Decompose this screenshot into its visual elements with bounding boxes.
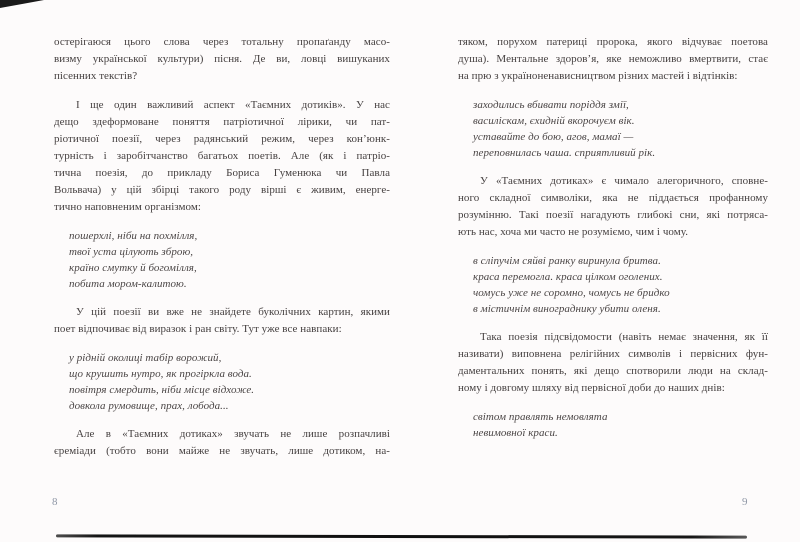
text-line: поет відпочиває від виразок і ран світу. Тут уже все навпаки: (54, 323, 342, 335)
text-line: ного складної символіки, яка не піддається профанному (458, 192, 768, 204)
scan-corner-artifact (0, 0, 44, 8)
paragraph (458, 34, 768, 85)
poem-line: в містичнім винограднику убити оленя. (473, 303, 661, 315)
poem-line: краса перемогла. краса цілком оголених. (473, 271, 663, 283)
paragraph (458, 173, 768, 241)
poem-line: невимовної краси. (473, 427, 558, 439)
text-line: турність і заробітчанство багатьох поетів. Але (як і патріо- (54, 150, 390, 162)
text-line: ріотичної поезії, через радянський режим, через кон’юнк- (54, 133, 390, 145)
text-line: визму української культури) пісня. Де ви, ловці вишуканих (54, 53, 390, 65)
text-line: Вольвача) у цій збірці такого роду вірші є живим, енерге- (54, 184, 390, 196)
text-line: даментальних понять, які дещо спотворили люди на склад- (458, 365, 768, 377)
poem-stanza (458, 253, 768, 317)
text-line: розумінню. Такі поезії нагадують глибокі сни, які потряса- (458, 209, 768, 221)
poem-line: пошерхлі, ніби на похмілля, (69, 230, 198, 242)
text-line: тяком, порухом патериці пророка, якого відчуває поетова (458, 36, 768, 48)
poem-line: василіскам, єхидній вкорочуєм вік. (473, 115, 635, 127)
text-line: тична поезія, до прикладу Бориса Гуменюка чи Павла (54, 167, 390, 179)
paragraph (54, 304, 390, 338)
poem-line: побита мором-калитою. (69, 278, 187, 290)
poem-stanza (458, 97, 768, 161)
text-line: ному і довгому шляху від первісної доби до наших днів: (458, 382, 725, 394)
text-line: У цій поезії ви вже не знайдете буколічних картин, якими (76, 306, 390, 318)
poem-line: уставайте до бою, агов, мамаї — (473, 131, 634, 143)
page-number-right: 9 (742, 496, 748, 508)
page-number-left: 8 (52, 496, 58, 508)
text-line: Така поезія підсвідомости (навіть немає значення, як її (480, 331, 768, 343)
paragraph (458, 329, 768, 397)
text-line: на прю з україноненависництвом різних мастей і відтінків: (458, 70, 738, 82)
poem-line: світом правлять немовлята (473, 411, 608, 423)
poem-stanza (458, 409, 768, 441)
poem-line: у рідній околиці табір ворожий, (69, 352, 222, 364)
poem-line: в сліпучім сяйві ранку виринула бритва. (473, 255, 661, 267)
scan-bottom-edge-line (56, 534, 747, 538)
text-line: тично наповненим організмом: (54, 201, 202, 213)
paragraph (54, 97, 390, 216)
poem-line: повітря смердить, ніби місце відхоже. (69, 384, 255, 396)
page-left-text-column (54, 34, 390, 460)
poem-line: чомусь уже не соромно, чомусь не бридко (473, 287, 670, 299)
text-line: називати) виповнена релігійних символів і первісних фун- (458, 348, 768, 360)
text-line: дещо здеформоване поняття патріотичної лірики, чи пат- (54, 116, 390, 128)
text-line: У «Таємних дотиках» є чимало алегоричного, сповне- (480, 175, 768, 187)
poem-line: твої уста цілують зброю, (69, 246, 194, 258)
text-line: Але в «Таємних дотиках» звучать не лише розпачливі (76, 428, 390, 440)
text-line: І ще один важливий аспект «Таємних дотиків». У нас (76, 99, 390, 111)
poem-stanza (54, 228, 390, 292)
poem-stanza (54, 350, 390, 414)
poem-line: країно смутку й богомілля, (69, 262, 197, 274)
poem-line: довкола румовище, прах, лобода... (69, 400, 229, 412)
paragraph (54, 34, 390, 85)
poem-line: переповнилась чаша. сприятливий рік. (473, 147, 656, 159)
paragraph (54, 426, 390, 460)
text-line: душа). Ментальне здоров’я, яке неможливо вмертвити, стає (458, 53, 768, 65)
text-line: єреміади (тобто вони майже не звучать, лише дотиком, на- (54, 445, 390, 457)
text-line: ють нас, хоча ми часто не розуміємо, чим і чому. (458, 226, 689, 238)
page-right-text-column (458, 34, 768, 441)
text-line: пісенних текстів? (54, 70, 138, 82)
poem-line: заходились вбивати поріддя змії, (473, 99, 629, 111)
text-line: остерігаюся цього слова через тотальну пропаґанду масо- (54, 36, 390, 48)
poem-line: що крушить нутро, як прогіркла вода. (69, 368, 252, 380)
